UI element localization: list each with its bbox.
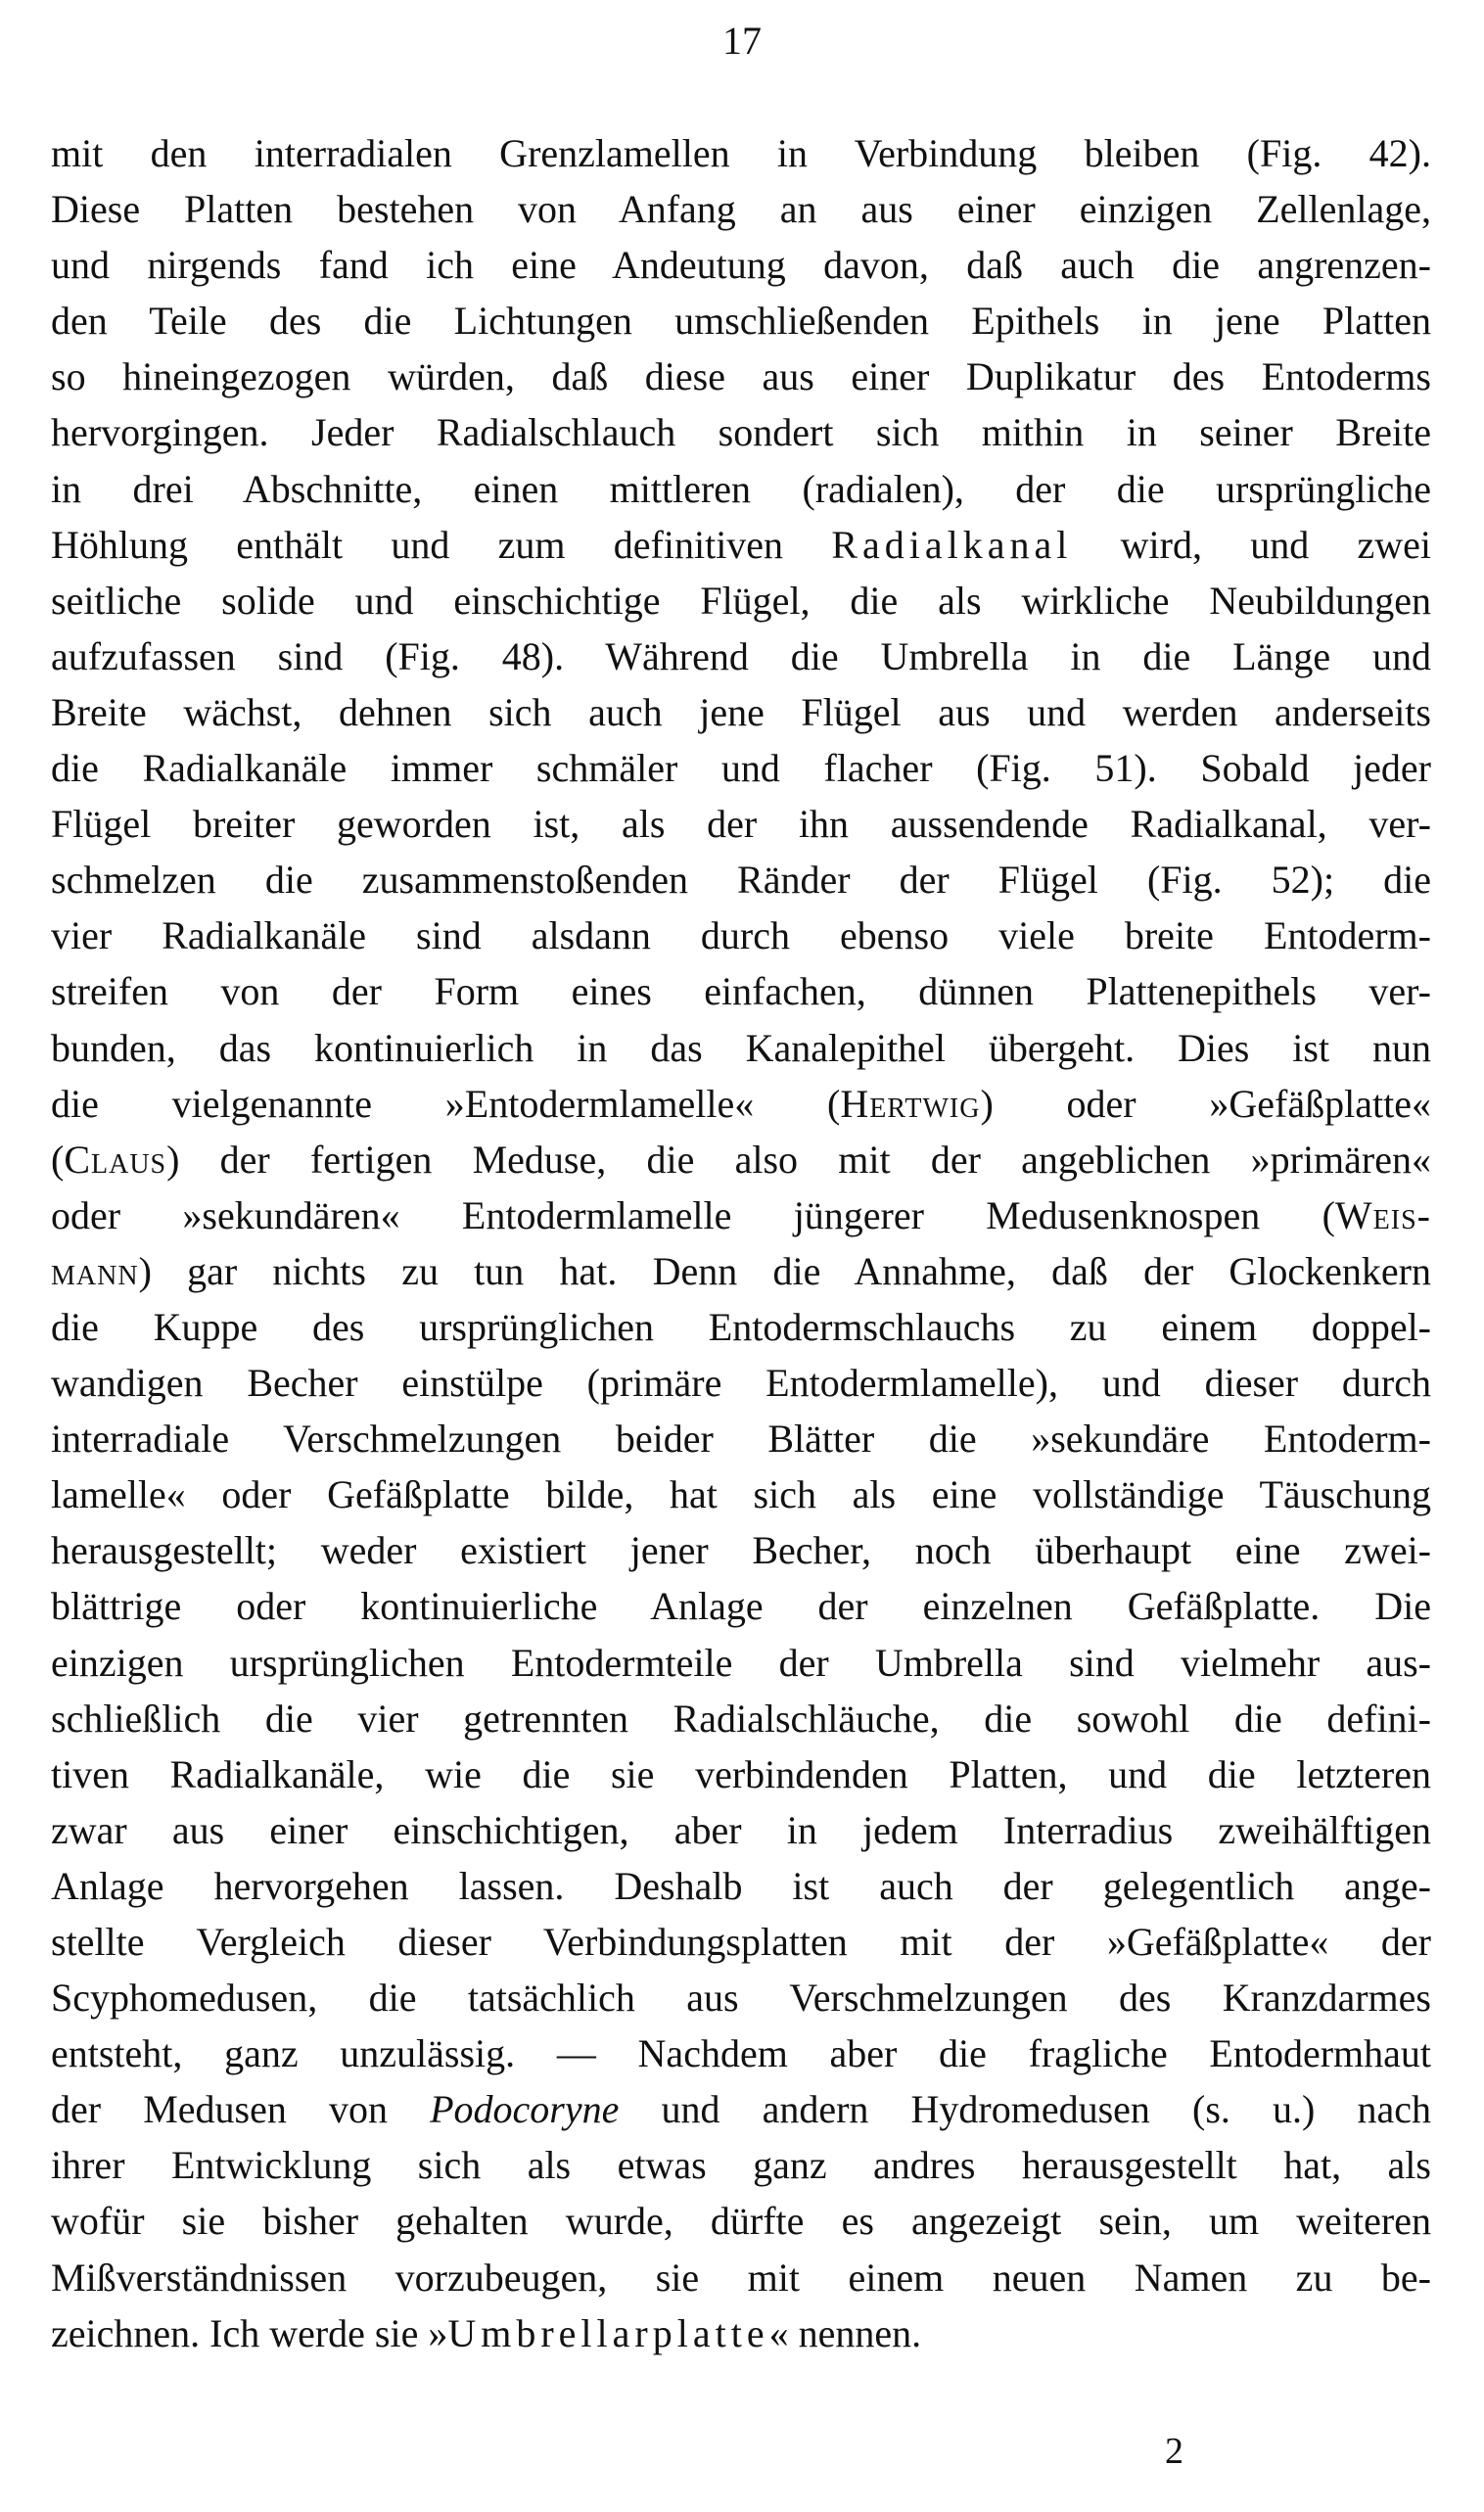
text-line xyxy=(51,125,1431,181)
text-line xyxy=(51,2081,1431,2137)
text-segment: in drei Abschnitte, einen mittleren (radialen), der die ursprüngliche xyxy=(51,466,1431,511)
text-segment: wandigen Becher einstülpe (primäre Entodermlamelle), und dieser durch xyxy=(51,1361,1431,1406)
text-line xyxy=(51,404,1431,460)
text-line xyxy=(51,1970,1431,2025)
text-segment: stellte Vergleich dieser Verbindungsplatten mit der »Gefäßplatte« der xyxy=(51,1920,1431,1964)
signature-mark: 2 xyxy=(1165,2431,1183,2472)
text-line xyxy=(51,1355,1431,1411)
text-segment: Podocoryne xyxy=(430,2087,620,2132)
text-line xyxy=(51,293,1431,349)
text-segment: « nennen. xyxy=(768,2310,922,2355)
text-line xyxy=(51,628,1431,684)
text-segment: wofür sie bisher gehalten wurde, dürfte es angezeigt sein, um weiteren xyxy=(51,2199,1431,2244)
text-line xyxy=(51,2193,1431,2249)
text-segment: und andern Hydromedusen (s. u.) nach xyxy=(619,2087,1431,2132)
text-segment: zeichnen. Ich werde sie » xyxy=(51,2310,448,2355)
text-segment: Umbrellarplatte xyxy=(447,2310,769,2355)
text-segment: ) gar nichts zu tun hat. Denn die Annahme, daß der Glockenkern xyxy=(138,1248,1431,1293)
text-segment: mann xyxy=(51,1248,139,1293)
text-line xyxy=(51,1691,1431,1746)
text-segment: Flügel breiter geworden ist, als der ihn aussendende Radialkanal, ver- xyxy=(51,802,1431,847)
text-line xyxy=(51,2025,1431,2081)
text-segment: wird, und zwei xyxy=(1072,522,1431,567)
text-segment: ) der fertigen Meduse, die also mit der angeblichen »primären« xyxy=(166,1137,1431,1182)
text-line xyxy=(51,963,1431,1019)
body-text xyxy=(51,125,1431,2361)
text-segment: ) oder »Gefäßplatte« xyxy=(980,1081,1431,1126)
text-line xyxy=(51,1299,1431,1355)
text-segment: die Radialkanäle immer schmäler und flacher (Fig. 51). Sobald jeder xyxy=(51,746,1431,791)
text-line xyxy=(51,2137,1431,2193)
text-segment: bunden, das kontinuierlich in das Kanalepithel übergeht. Dies ist nun xyxy=(51,1025,1431,1070)
text-line xyxy=(51,2250,1431,2305)
text-segment: Breite wächst, dehnen sich auch jene Flügel aus und werden anderseits xyxy=(51,689,1431,734)
text-line xyxy=(51,349,1431,404)
text-segment: blättrige oder kontinuierliche Anlage der einzelnen Gefäßplatte. Die xyxy=(51,1584,1431,1629)
text-segment: ( xyxy=(51,1137,65,1182)
text-segment: interradiale Verschmelzungen beider Blätter die »sekundäre Entoderm- xyxy=(51,1417,1431,1462)
text-line xyxy=(51,1635,1431,1691)
text-segment: Scyphomedusen, die tatsächlich aus Verschmelzungen des Kranzdarmes xyxy=(51,1976,1431,2021)
page-number: 17 xyxy=(722,19,762,63)
text-line xyxy=(51,1243,1431,1299)
text-line xyxy=(51,1020,1431,1076)
text-segment: Höhlung enthält und zum definitiven xyxy=(51,522,832,567)
text-line xyxy=(51,1522,1431,1578)
text-segment: zwar aus einer einschichtigen, aber in jedem Interradius zweihälftigen xyxy=(51,1807,1431,1852)
text-line xyxy=(51,1132,1431,1187)
text-line xyxy=(51,907,1431,963)
text-line xyxy=(51,684,1431,740)
text-segment: vier Radialkanäle sind alsdann durch ebenso viele breite Entoderm- xyxy=(51,913,1431,958)
text-segment: die vielgenannte »Entodermlamelle« ( xyxy=(51,1081,841,1126)
text-segment: Weis- xyxy=(1334,1192,1431,1237)
text-segment: Hertwig xyxy=(840,1081,981,1126)
text-segment: entsteht, ganz unzulässig. — Nachdem aber die fragliche Entodermhaut xyxy=(51,2031,1431,2076)
text-segment: einzigen ursprünglichen Entodermteile der Umbrella sind vielmehr aus- xyxy=(51,1640,1431,1685)
text-line xyxy=(51,181,1431,237)
text-segment: schmelzen die zusammenstoßenden Ränder der Flügel (Fig. 52); die xyxy=(51,858,1431,903)
text-line xyxy=(51,740,1431,796)
text-segment: Radialkanal xyxy=(831,522,1073,567)
text-line xyxy=(51,1578,1431,1634)
text-segment: oder »sekundären« Entodermlamelle jüngerer Medusenknospen ( xyxy=(51,1192,1335,1237)
text-line xyxy=(51,1187,1431,1243)
text-line xyxy=(51,1802,1431,1858)
text-segment: lamelle« oder Gefäßplatte bilde, hat sich als eine vollständige Täuschung xyxy=(51,1472,1431,1517)
text-segment: hervorgingen. Jeder Radialschlauch sondert sich mithin in seiner Breite xyxy=(51,410,1431,455)
text-segment: die Kuppe des ursprünglichen Entodermschlauchs zu einem doppel- xyxy=(51,1304,1431,1349)
text-segment: tiven Radialkanäle, wie die sie verbindenden Platten, und die letzteren xyxy=(51,1751,1431,1796)
text-segment: schließlich die vier getrennten Radialschläuche, die sowohl die defini- xyxy=(51,1696,1431,1741)
text-line xyxy=(51,796,1431,852)
text-segment: Claus xyxy=(64,1137,167,1182)
text-segment: Diese Platten bestehen von Anfang an aus einer einzigen Zellenlage, xyxy=(51,187,1431,232)
text-segment: den Teile des die Lichtungen umschließenden Epithels in jene Platten xyxy=(51,299,1431,344)
text-segment: ihrer Entwicklung sich als etwas ganz andres herausgestellt hat, als xyxy=(51,2143,1431,2188)
text-segment: und nirgends fand ich eine Andeutung davon, daß auch die angrenzen- xyxy=(51,243,1431,288)
text-segment: so hineingezogen würden, daß diese aus einer Duplikatur des Entoderms xyxy=(51,354,1431,399)
text-line xyxy=(51,461,1431,517)
text-segment: der Medusen von xyxy=(51,2087,431,2132)
text-line xyxy=(51,2305,1431,2361)
text-line xyxy=(51,573,1431,628)
text-line xyxy=(51,1411,1431,1466)
text-line xyxy=(51,237,1431,293)
text-segment: mit den interradialen Grenzlamellen in Verbindung bleiben (Fig. 42). xyxy=(51,131,1431,175)
text-segment: Mißverständnissen vorzubeugen, sie mit einem neuen Namen zu be- xyxy=(51,2255,1431,2300)
text-line xyxy=(51,517,1431,573)
text-line xyxy=(51,1076,1431,1132)
text-line xyxy=(51,1746,1431,1802)
text-line xyxy=(51,1914,1431,1970)
text-segment: Anlage hervorgehen lassen. Deshalb ist auch der gelegentlich ange- xyxy=(51,1863,1431,1908)
text-segment: streifen von der Form eines einfachen, dünnen Plattenepithels ver- xyxy=(51,969,1431,1014)
text-line xyxy=(51,852,1431,907)
text-line xyxy=(51,1858,1431,1914)
text-segment: aufzufassen sind (Fig. 48). Während die Umbrella in die Länge und xyxy=(51,633,1431,678)
text-segment: seitliche solide und einschichtige Flügel, die als wirkliche Neubildungen xyxy=(51,578,1431,623)
text-segment: herausgestellt; weder existiert jener Becher, noch überhaupt eine zwei- xyxy=(51,1528,1431,1573)
text-line xyxy=(51,1466,1431,1522)
